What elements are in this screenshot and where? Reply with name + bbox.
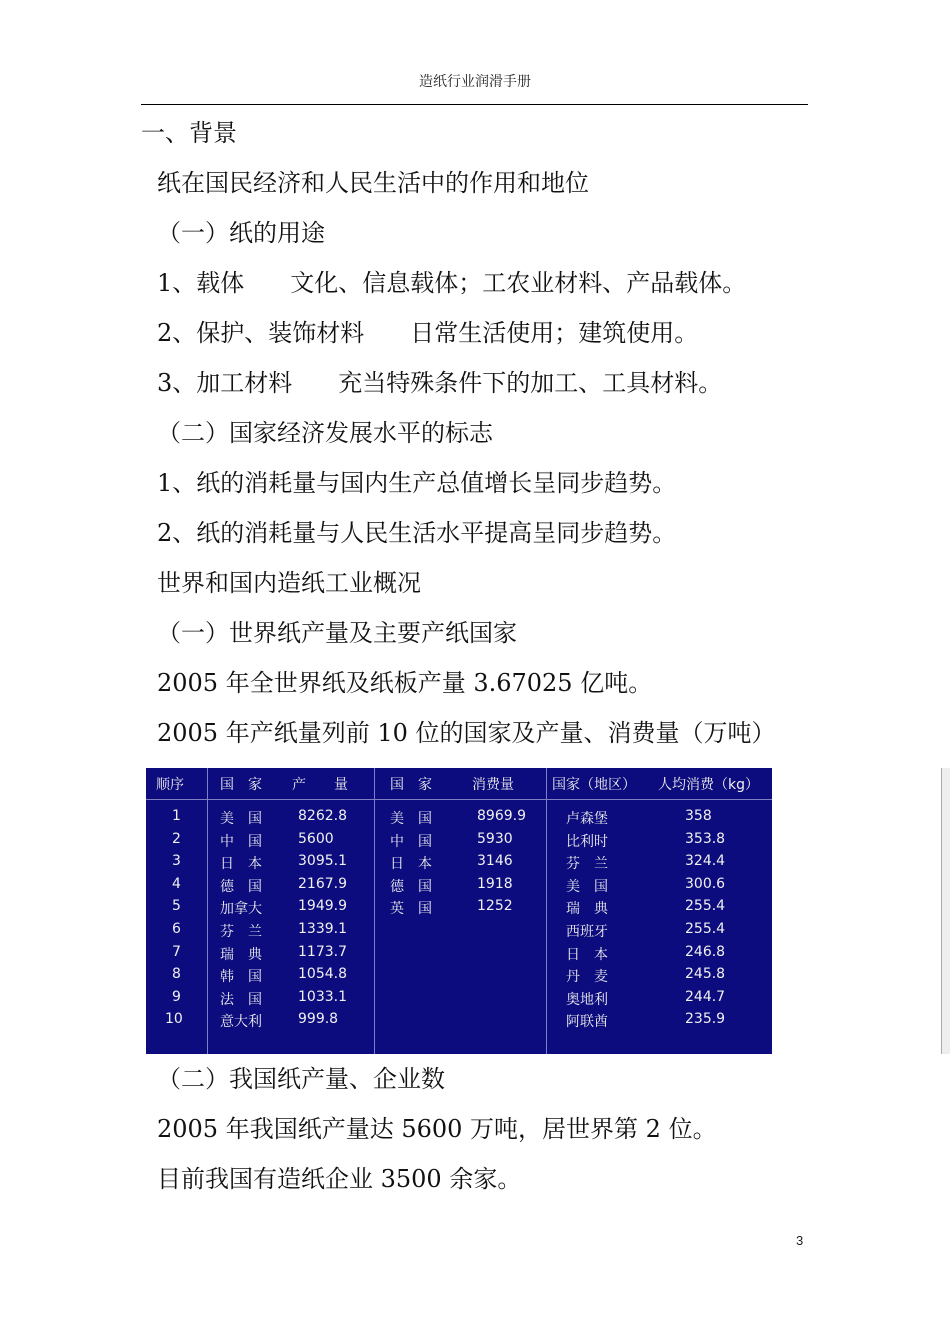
item-processing bbox=[157, 368, 722, 398]
production-value-cell: 1949.9 bbox=[298, 898, 347, 915]
header-consumption: 消费量 bbox=[472, 777, 514, 793]
production-value-cell: 1173.7 bbox=[298, 943, 347, 960]
paper-production-table bbox=[146, 768, 772, 1054]
header-rule bbox=[141, 104, 808, 105]
column-divider bbox=[207, 768, 208, 1054]
rank-cell: 9 bbox=[172, 988, 181, 1005]
section-world: （一）世界纸产量及主要产纸国家 bbox=[157, 619, 517, 647]
consumption-value-cell: 8969.9 bbox=[477, 808, 526, 824]
item-processing-desc: 充当特殊条件下的加工、工具材料。 bbox=[338, 369, 723, 397]
column-divider bbox=[546, 768, 547, 1054]
per-capita-value-cell: 300.6 bbox=[685, 875, 726, 892]
section-china: （二）我国纸产量、企业数 bbox=[157, 1065, 445, 1093]
header-divider bbox=[146, 799, 772, 800]
per-capita-region-cell: 丹 麦 bbox=[566, 969, 608, 986]
item-carrier-desc: 文化、信息载体；工农业材料、产品载体。 bbox=[290, 269, 747, 297]
per-capita-region-cell: 比利时 bbox=[566, 833, 608, 850]
consumption-value-cell: 1918 bbox=[477, 875, 513, 892]
rank-cell: 2 bbox=[172, 830, 181, 847]
production-country-cell: 德 国 bbox=[220, 878, 262, 895]
per-capita-value-cell: 244.7 bbox=[685, 988, 726, 1005]
world-output-text: 2005 年全世界纸及纸板产量 3.67025 亿吨。 bbox=[157, 669, 653, 697]
column-divider bbox=[374, 768, 375, 1054]
running-header: 造纸行业润滑手册 bbox=[419, 74, 531, 90]
item-protection-term: 2、保护、装饰材料 bbox=[157, 319, 365, 347]
production-country-cell: 美 国 bbox=[220, 811, 262, 827]
production-country-cell: 中 国 bbox=[220, 833, 262, 850]
production-value-cell: 3095.1 bbox=[298, 853, 347, 870]
item-processing-term: 3、加工材料 bbox=[157, 369, 293, 397]
per-capita-value-cell: 358 bbox=[685, 808, 712, 824]
per-capita-region-cell: 卢森堡 bbox=[566, 811, 608, 827]
item-protection bbox=[157, 318, 698, 348]
production-value-cell: 2167.9 bbox=[298, 875, 347, 892]
production-value-cell: 1339.1 bbox=[298, 921, 347, 937]
header-country: 国 家 bbox=[220, 777, 262, 793]
page-edge bbox=[941, 768, 950, 1054]
production-country-cell: 日 本 bbox=[220, 856, 262, 873]
table-caption: 2005 年产纸量列前 10 位的国家及产量、消费量（万吨） bbox=[157, 719, 776, 747]
section-indicator: （二）国家经济发展水平的标志 bbox=[157, 419, 493, 447]
per-capita-value-cell: 245.8 bbox=[685, 966, 726, 983]
production-value-cell: 8262.8 bbox=[298, 808, 347, 824]
header-per-capita: 人均消费（kg） bbox=[658, 777, 759, 793]
consumption-country-cell: 美 国 bbox=[390, 811, 432, 827]
consumption-country-cell: 日 本 bbox=[390, 856, 432, 873]
rank-cell: 8 bbox=[172, 966, 181, 983]
item-living-trend: 2、纸的消耗量与人民生活水平提高呈同步趋势。 bbox=[157, 519, 677, 547]
production-country-cell: 韩 国 bbox=[220, 969, 262, 986]
per-capita-region-cell: 芬 兰 bbox=[566, 856, 608, 873]
page-number: 3 bbox=[796, 1233, 804, 1248]
per-capita-region-cell: 阿联酋 bbox=[566, 1014, 608, 1031]
header-country-consumption: 国 家 bbox=[390, 777, 432, 793]
production-value-cell: 1033.1 bbox=[298, 988, 347, 1005]
consumption-country-cell: 德 国 bbox=[390, 878, 432, 895]
per-capita-value-cell: 235.9 bbox=[685, 1011, 726, 1028]
consumption-value-cell: 5930 bbox=[477, 830, 513, 847]
item-gdp-trend: 1、纸的消耗量与国内生产总值增长呈同步趋势。 bbox=[157, 469, 677, 497]
per-capita-value-cell: 246.8 bbox=[685, 943, 726, 960]
rank-cell: 10 bbox=[165, 1011, 183, 1028]
header-rank: 顺序 bbox=[156, 777, 184, 793]
consumption-value-cell: 3146 bbox=[477, 853, 513, 870]
rank-cell: 1 bbox=[172, 808, 181, 824]
production-value-cell: 1054.8 bbox=[298, 966, 347, 983]
rank-cell: 3 bbox=[172, 853, 181, 870]
item-carrier-term: 1、载体 bbox=[157, 269, 245, 297]
china-output-text: 2005 年我国纸产量达 5600 万吨，居世界第 2 位。 bbox=[157, 1115, 717, 1143]
item-protection-desc: 日常生活使用；建筑使用。 bbox=[410, 319, 699, 347]
consumption-country-cell: 英 国 bbox=[390, 901, 432, 918]
section-uses: （一）纸的用途 bbox=[157, 219, 325, 247]
per-capita-value-cell: 255.4 bbox=[685, 898, 726, 915]
heading-background: 一、背景 bbox=[141, 119, 237, 147]
per-capita-region-cell: 奥地利 bbox=[566, 991, 608, 1008]
subheading-overview: 世界和国内造纸工业概况 bbox=[157, 569, 421, 597]
per-capita-value-cell: 353.8 bbox=[685, 830, 726, 847]
subheading-role: 纸在国民经济和人民生活中的作用和地位 bbox=[157, 169, 589, 197]
consumption-value-cell: 1252 bbox=[477, 898, 513, 915]
per-capita-value-cell: 324.4 bbox=[685, 853, 726, 870]
production-value-cell: 5600 bbox=[298, 830, 334, 847]
consumption-country-cell: 中 国 bbox=[390, 833, 432, 850]
per-capita-region-cell: 日 本 bbox=[566, 946, 608, 963]
production-country-cell: 芬 兰 bbox=[220, 924, 262, 940]
production-country-cell: 加拿大 bbox=[220, 901, 262, 918]
rank-cell: 4 bbox=[172, 875, 181, 892]
production-country-cell: 意大利 bbox=[220, 1014, 262, 1031]
per-capita-region-cell: 美 国 bbox=[566, 878, 608, 895]
header-production: 产 量 bbox=[292, 777, 348, 793]
rank-cell: 5 bbox=[172, 898, 181, 915]
rank-cell: 6 bbox=[172, 921, 181, 937]
header-region: 国家（地区） bbox=[552, 777, 636, 793]
rank-cell: 7 bbox=[172, 943, 181, 960]
item-carrier bbox=[157, 268, 746, 298]
production-value-cell: 999.8 bbox=[298, 1011, 339, 1028]
per-capita-value-cell: 255.4 bbox=[685, 921, 726, 937]
production-country-cell: 瑞 典 bbox=[220, 946, 262, 963]
china-enterprises-text: 目前我国有造纸企业 3500 余家。 bbox=[157, 1165, 522, 1193]
production-country-cell: 法 国 bbox=[220, 991, 262, 1008]
per-capita-region-cell: 西班牙 bbox=[566, 924, 608, 940]
per-capita-region-cell: 瑞 典 bbox=[566, 901, 608, 918]
